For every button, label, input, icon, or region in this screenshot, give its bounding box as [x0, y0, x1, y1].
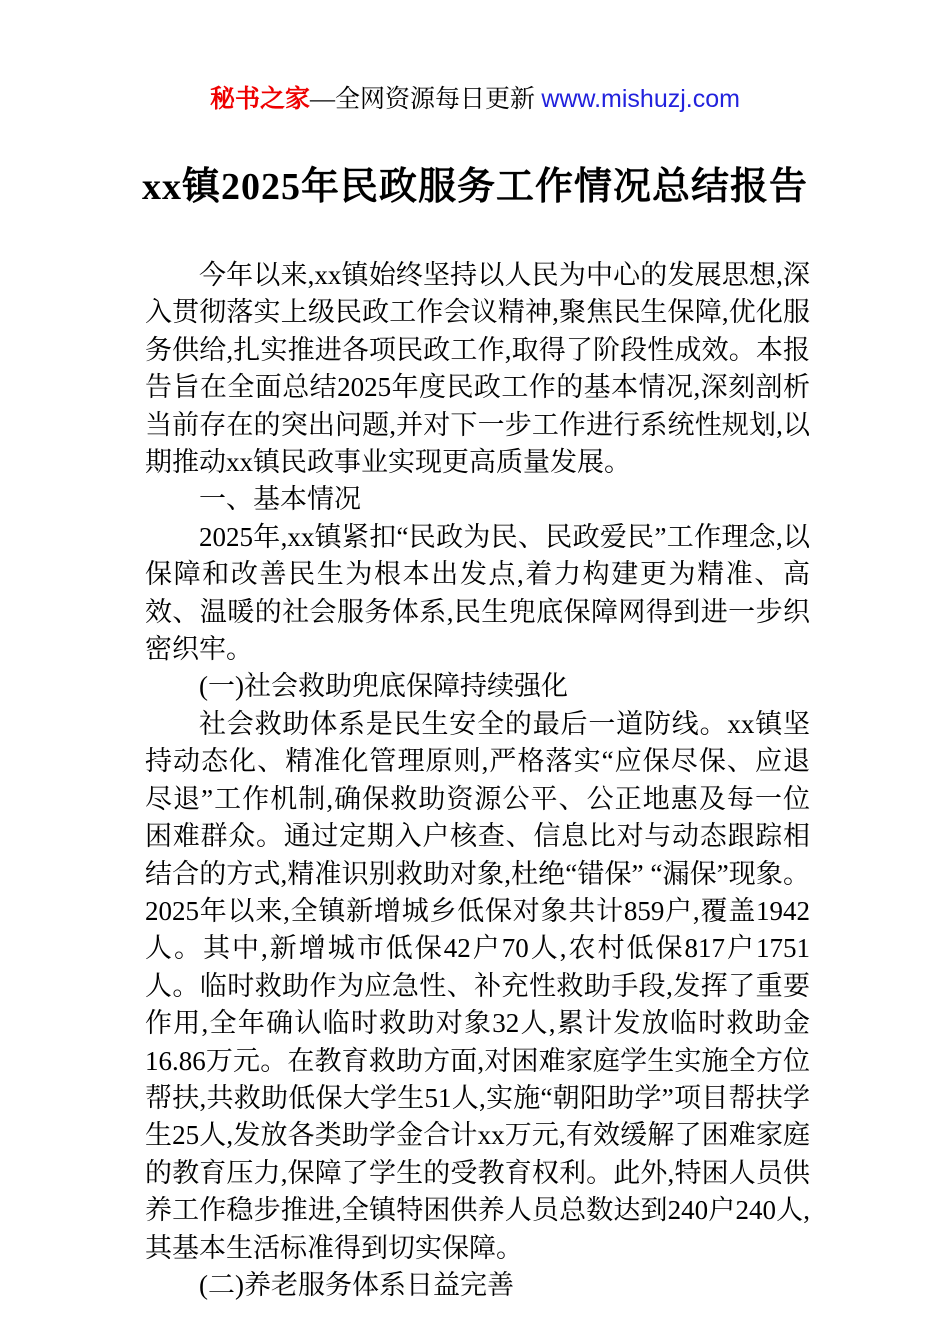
site-header — [0, 82, 950, 117]
section-heading-elderly-care: (二)养老服务体系日益完善 — [199, 1269, 514, 1300]
section-heading-basic-situation: 一、基本情况 — [199, 484, 361, 515]
document-body — [145, 257, 810, 1304]
site-header-tagline: —全网资源每日更新 — [310, 86, 542, 113]
paragraph-overview: 2025年,xx镇紧扣“民政为民、民政爱民”工作理念,以保障和改善民生为根本出发点,着力构建更为精准、高效、温暖的社会服务体系,民生兜底保障网得到进一步织密织牢。 — [145, 521, 810, 665]
paragraph-intro: 今年以来,xx镇始终坚持以人民为中心的发展思想,深入贯彻落实上级民政工作会议精神,聚焦民生保障,优化服务供给,扎实推进各项民政工作,取得了阶段性成效。本报告旨在全面总结2025年度民政工作的基本情况,深刻剖析当前存在的突出问题,并对下一步工作进行系统性规划,以期推动xx镇民政事业实现更高质量发展。 — [145, 260, 810, 478]
section-heading-social-assistance: (一)社会救助兜底保障持续强化 — [199, 671, 568, 702]
site-brand: 秘书之家 — [210, 86, 311, 113]
site-url-link[interactable]: www.mishuzj.com — [541, 85, 740, 113]
document-title: xx镇2025年民政服务工作情况总结报告 — [141, 166, 808, 208]
paragraph-social-assistance: 社会救助体系是民生安全的最后一道防线。xx镇坚持动态化、精准化管理原则,严格落实“应保尽保、应退尽退”工作机制,确保救助资源公平、公正地惠及每一位困难群众。通过定期入户核查、信息比对与动态跟踪相结合的方式,精准识别救助对象,杜绝“错保” “漏保”现象。2025年以来,全镇新增城乡低保对象共计859户,覆盖1942人。其中,新增城市低保42户70人,农村低保817户1751人。临时救助作为应急性、补充性救助手段,发挥了重要作用,全年确认临时救助对象32人,累计发放临时救助金16.86万元。在教育救助方面,对困难家庭学生实施全方位帮扶,共救助低保大学生51人,实施“朝阳助学”项目帮扶学生25人,发放各类助学金合计xx万元,有效缓解了困难家庭的教育压力,保障了学生的受教育权利。此外,特困人员供养工作稳步推进,全镇特困供养人员总数达到240户240人,其基本生活标准得到切实保障。 — [145, 708, 810, 1263]
